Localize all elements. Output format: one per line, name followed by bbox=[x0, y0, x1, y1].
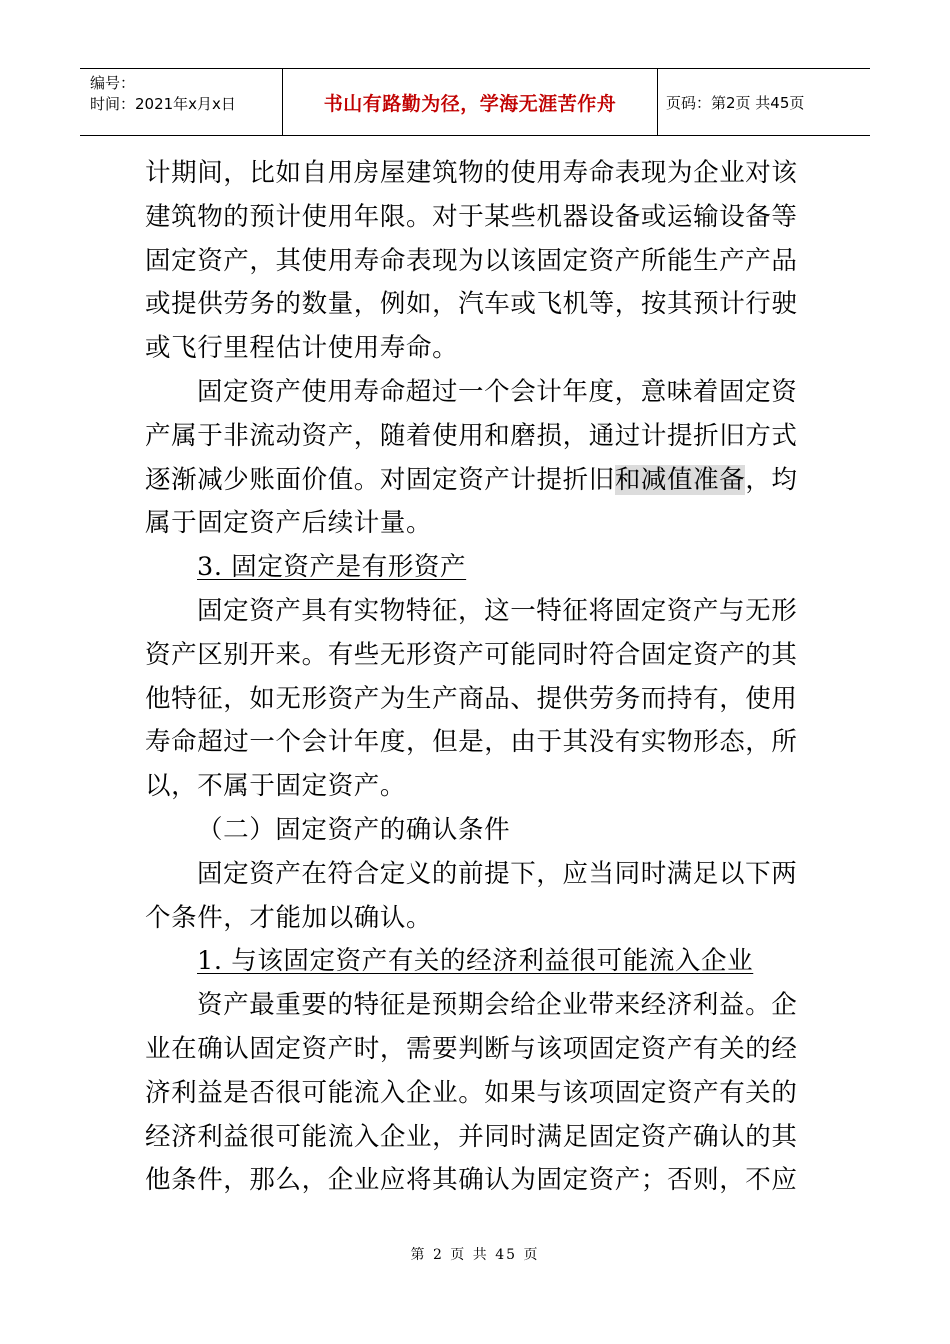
body-line: 属于固定资产后续计量。 bbox=[145, 508, 433, 539]
body-line: 济利益是否很可能流入企业。如果与该项固定资产有关的 bbox=[145, 1077, 798, 1108]
body-line: 个条件，才能加以确认。 bbox=[145, 902, 433, 933]
body-line: 固定资产具有实物特征，这一特征将固定资产与无形 bbox=[197, 595, 798, 626]
highlighted-text: 和减值准备 bbox=[614, 464, 746, 495]
header-motto: 书山有路勤为径，学海无涯苦作舟 bbox=[323, 92, 617, 115]
document-header bbox=[80, 68, 870, 136]
header-page-cell bbox=[658, 69, 870, 135]
header-page-info: 页码：第2页 共45页 bbox=[666, 93, 805, 112]
body-line: 建筑物的预计使用年限。对于某些机器设备或运输设备等 bbox=[145, 201, 798, 232]
body-line: 固定资产，其使用寿命表现为以该固定资产所能生产产品 bbox=[145, 245, 798, 276]
body-line: 以，不属于固定资产。 bbox=[145, 771, 407, 802]
document-body bbox=[145, 152, 815, 1203]
section-heading bbox=[145, 546, 815, 590]
body-line: 经济利益很可能流入企业，并同时满足固定资产确认的其 bbox=[145, 1121, 798, 1152]
body-line: 固定资产在符合定义的前提下，应当同时满足以下两 bbox=[197, 858, 798, 889]
body-line: 产属于非流动资产，随着使用和磨损，通过计提折旧方式 bbox=[145, 420, 798, 451]
body-line: 资产最重要的特征是预期会给企业带来经济利益。企 bbox=[197, 990, 798, 1021]
page-footer: 第 2 页 共 45 页 bbox=[410, 1247, 540, 1263]
body-line: 资产区别开来。有些无形资产可能同时符合固定资产的其 bbox=[145, 639, 798, 670]
body-line: 他条件，那么，企业应将其确认为固定资产；否则，不应 bbox=[145, 1165, 798, 1196]
body-line: 计期间，比如自用房屋建筑物的使用寿命表现为企业对该 bbox=[145, 158, 798, 188]
section-heading-text: 1. 与该固定资产有关的经济利益很可能流入企业 bbox=[197, 946, 754, 977]
header-motto-cell bbox=[283, 69, 658, 135]
body-line: 业在确认固定资产时，需要判断与该项固定资产有关的经 bbox=[145, 1033, 798, 1064]
body-line: 他特征，如无形资产为生产商品、提供劳务而持有，使用 bbox=[145, 683, 798, 714]
subsection-heading: （二）固定资产的确认条件 bbox=[197, 814, 511, 845]
section-heading bbox=[145, 940, 815, 984]
body-line: 或飞行里程估计使用寿命。 bbox=[145, 333, 459, 364]
header-meta-cell bbox=[80, 69, 283, 135]
time-label: 时间：2021年x月x日 bbox=[90, 95, 236, 113]
body-line: 寿命超过一个会计年度，但是，由于其没有实物形态，所 bbox=[145, 727, 798, 758]
body-line: 固定资产使用寿命超过一个会计年度，意味着固定资 bbox=[197, 376, 798, 407]
body-line: 或提供劳务的数量，例如，汽车或飞机等，按其预计行驶 bbox=[145, 289, 798, 320]
body-text: ，均 bbox=[745, 464, 798, 495]
body-text: 逐渐减少账面价值。对固定资产计提折旧 bbox=[145, 464, 615, 495]
section-heading-text: 3. 固定资产是有形资产 bbox=[197, 552, 467, 583]
number-label: 编号： bbox=[90, 74, 136, 92]
body-line-with-highlight bbox=[145, 459, 815, 503]
